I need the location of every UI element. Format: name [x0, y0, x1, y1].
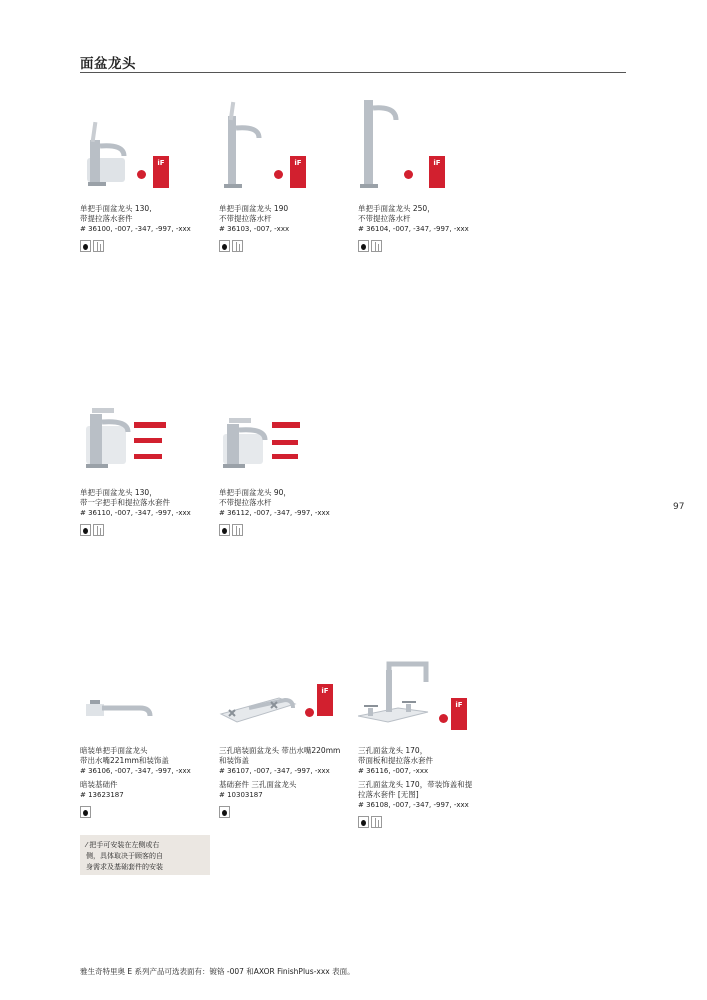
product-extra-name: 三孔面盆龙头 170，带装饰盖和提 拉落水套件 [无图] [358, 780, 473, 799]
note-box [80, 835, 210, 875]
product-name: 单把手面盆龙头 90， 不带提拉落水杆 [219, 488, 291, 507]
reddot-award-icon [137, 170, 146, 179]
pull-rod-icon [232, 240, 243, 252]
footer-note: 雅生奇特里奥 E 系列产品可选表面有：镀铬 -007 和AXOR FinishPlus-xxx 表面。 [80, 967, 355, 976]
reddot-award-icon [305, 708, 314, 717]
pull-rod-icon [93, 524, 104, 536]
product-sku: # 36100, -007, -347, -997, -xxx [80, 225, 191, 233]
product-36112 [219, 384, 359, 538]
product-image [80, 384, 200, 484]
water-drop-icon [80, 524, 91, 536]
product-36104 [358, 100, 498, 254]
reddot-award-icon [272, 422, 300, 428]
water-drop-icon [358, 816, 369, 828]
product-sku: # 36106, -007, -347, -997, -xxx [80, 767, 191, 775]
note-text: ⁄ 把手可安装在左侧或右 侧，具体取决于顾客的自 身需求及基础套件的安装 [86, 841, 163, 871]
product-image [358, 642, 478, 742]
product-name: 暗装单把手面盆龙头 带出水嘴221mm和装饰盖 [80, 746, 169, 765]
water-drop-icon [219, 524, 230, 536]
pull-rod-icon [93, 240, 104, 252]
product-name: 单把手面盆龙头 190 不带提拉落水杆 [219, 204, 289, 223]
product-36100 [80, 100, 220, 254]
product-name: 单把手面盆龙头 130, 带提拉落水套件 [80, 204, 152, 223]
title-rule [80, 72, 626, 73]
product-sku: # 36116, -007, -xxx [358, 767, 429, 775]
if-award-icon: iF [290, 156, 306, 188]
product-extra-sku: # 13623187 [80, 791, 124, 799]
reddot-award-icon [439, 714, 448, 723]
reddot-award-icon [274, 170, 283, 179]
product-name: 三孔面盆龙头 170， 带面板和提拉落水套件 [358, 746, 433, 765]
pull-rod-icon [371, 240, 382, 252]
water-drop-icon [80, 806, 91, 818]
product-image [219, 642, 339, 742]
product-image [219, 100, 339, 200]
page-number: 97 [673, 502, 685, 512]
reddot-award-icon [272, 440, 298, 445]
product-name: 单把手面盆龙头 250， 不带提拉落水杆 [358, 204, 435, 223]
product-name: 单把手面盆龙头 130， 带一字把手和提拉落水套件 [80, 488, 170, 507]
if-award-icon: iF [153, 156, 169, 188]
product-36106 [80, 642, 220, 820]
water-drop-icon [80, 240, 91, 252]
product-extra-sku: # 36108, -007, -347, -997, -xxx [358, 801, 469, 809]
product-image [219, 384, 339, 484]
if-award-icon: iF [317, 684, 333, 716]
product-image [80, 642, 200, 742]
product-sku: # 36110, -007, -347, -997, -xxx [80, 509, 191, 517]
reddot-award-icon [404, 170, 413, 179]
product-image [358, 100, 478, 200]
product-image [80, 100, 200, 200]
if-award-icon: iF [451, 698, 467, 730]
product-name: 三孔暗装面盆龙头 带出水嘴220mm 和装饰盖 [219, 746, 341, 765]
reddot-award-icon [272, 454, 298, 459]
reddot-award-icon [134, 454, 162, 459]
product-36110 [80, 384, 220, 538]
water-drop-icon [219, 806, 230, 818]
water-drop-icon [358, 240, 369, 252]
if-award-icon: iF [429, 156, 445, 188]
product-sku: # 36112, -007, -347, -997, -xxx [219, 509, 330, 517]
product-sku: # 36107, -007, -347, -997, -xxx [219, 767, 330, 775]
product-extra-sku: # 10303187 [219, 791, 263, 799]
product-36103 [219, 100, 359, 254]
product-36116 [358, 642, 498, 830]
product-extra-name: 基础套件 三孔面盆龙头 [219, 780, 297, 789]
product-sku: # 36104, -007, -347, -997, -xxx [358, 225, 469, 233]
product-extra-name: 暗装基础件 [80, 780, 118, 789]
pull-rod-icon [232, 524, 243, 536]
reddot-award-icon [134, 438, 162, 443]
pull-rod-icon [371, 816, 382, 828]
page-title: 面盆龙头 [80, 56, 136, 72]
product-sku: # 36103, -007, -xxx [219, 225, 290, 233]
reddot-award-icon [134, 422, 166, 428]
product-36107 [219, 642, 359, 820]
water-drop-icon [219, 240, 230, 252]
